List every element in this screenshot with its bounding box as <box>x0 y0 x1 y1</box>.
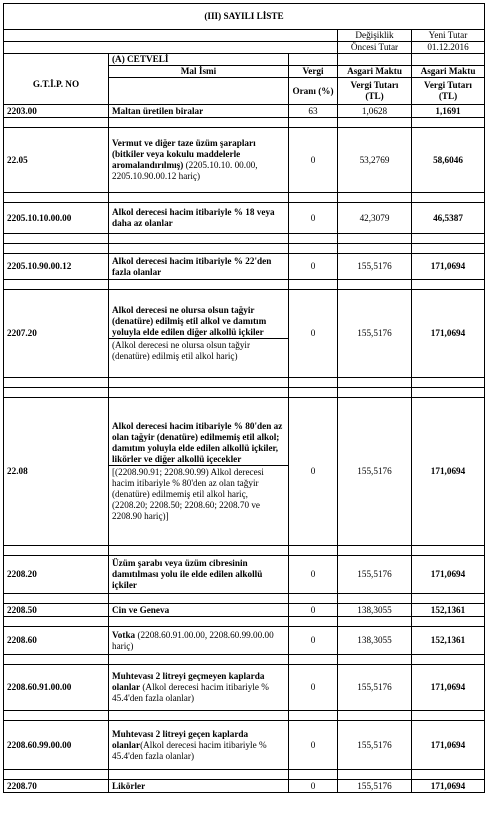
table-title: (III) SAYILI LİSTE <box>4 4 485 30</box>
row-name: Muhtevası 2 litreyi geçen kaplarda olanlar(Alkol derecesi hacim itibariyle % 45.4'den fazla olanlar) <box>109 721 289 770</box>
row-code: 2208.20 <box>4 556 109 594</box>
row-new: 58,6046 <box>412 128 485 193</box>
row-code: 2203.00 <box>4 105 109 118</box>
row-old: 138,3055 <box>338 627 412 655</box>
asgari-new-tutar-header: Vergi Tutarı (TL) <box>412 78 485 105</box>
row-old: 1,0628 <box>338 105 412 118</box>
row-name: Cin ve Geneva <box>109 604 289 617</box>
mal-header: Mal İsmi <box>109 66 289 78</box>
row-name: Maltan üretilen biralar <box>109 105 289 118</box>
table-row <box>4 604 485 617</box>
table-row <box>4 105 485 118</box>
row-name: Alkol derecesi hacim itibariyle % 80'den az olan tağyir (denatüre) edilmemiş etil alkol; damıtım yoluyla elde edilen alkollü içkiler, likörler ve diğer alkollü içecekler [(2208.90.91; 2208.90.99) Alkol derecesi hacim itibariyle % 80'den az olan tağyir (denatüre) edilmemiş etil alkol hariç, (2208.20; 2208.50; 2208.60; 2208.70 ve 2208.90 hariç)] <box>109 398 289 546</box>
row-code: 2205.10.10.00.00 <box>4 203 109 234</box>
row-new: 152,1361 <box>412 604 485 617</box>
asgari-header: Asgari Maktu <box>338 66 412 78</box>
asgari-new-header: Asgari Maktu <box>412 66 485 78</box>
row-name: Alkol derecesi hacim itibariyle % 18 veya daha az olanlar <box>109 203 289 234</box>
row-new: 152,1361 <box>412 627 485 655</box>
row-new: 171,0694 <box>412 556 485 594</box>
header-change-label: Değişiklik <box>338 30 412 42</box>
row-rate: 0 <box>289 203 338 234</box>
table-row <box>4 398 485 546</box>
row-old: 155,5176 <box>338 556 412 594</box>
asgari-tutar-header: Vergi Tutarı (TL) <box>338 78 412 105</box>
row-old: 155,5176 <box>338 398 412 546</box>
row-name: Vermut ve diğer taze üzüm şarapları (bitkiler veya kokulu maddelerle aromalandırılmış) (2205.10.10. 00.00, 2205.10.90.00.12 hariç) <box>109 128 289 193</box>
row-code: 2208.70 <box>4 780 109 793</box>
row-name: Likörler <box>109 780 289 793</box>
row-rate: 0 <box>289 665 338 711</box>
liste-document <box>3 3 484 793</box>
row-new: 171,0694 <box>412 290 485 378</box>
row-rate: 0 <box>289 128 338 193</box>
row-new: 171,0694 <box>412 665 485 711</box>
table-row <box>4 128 485 193</box>
row-rate: 0 <box>289 290 338 378</box>
row-new: 171,0694 <box>412 398 485 546</box>
row-name: Alkol derecesi hacim itibariyle % 22'den fazla olanlar <box>109 254 289 280</box>
row-rate: 0 <box>289 254 338 280</box>
row-old: 155,5176 <box>338 721 412 770</box>
row-code: 2208.60.91.00.00 <box>4 665 109 711</box>
gtip-header: G.T.İ.P. NO <box>4 66 109 105</box>
row-old: 155,5176 <box>338 254 412 280</box>
table-row <box>4 290 485 378</box>
row-name: Muhtevası 2 litreyi geçmeyen kaplarda olanlar (Alkol derecesi hacim itibariyle % 45.4'den fazla olanlar) <box>109 665 289 711</box>
row-new: 171,0694 <box>412 780 485 793</box>
tax-table <box>3 3 485 793</box>
header-new-date: 01.12.2016 <box>412 42 485 54</box>
table-row <box>4 721 485 770</box>
cetvel-label: (A) CETVELİ <box>109 54 289 66</box>
row-rate: 0 <box>289 604 338 617</box>
table-row <box>4 254 485 280</box>
table-row <box>4 627 485 655</box>
row-name: Üzüm şarabı veya üzüm cibresinin damıtılması yolu ile elde edilen alkollü içkiler <box>109 556 289 594</box>
row-old: 155,5176 <box>338 290 412 378</box>
row-rate: 0 <box>289 556 338 594</box>
row-old: 53,2769 <box>338 128 412 193</box>
row-new: 171,0694 <box>412 721 485 770</box>
row-new: 46,5387 <box>412 203 485 234</box>
row-old: 42,3079 <box>338 203 412 234</box>
vergi-orani-header: Oranı (%) <box>289 78 338 105</box>
row-rate: 0 <box>289 780 338 793</box>
table-row <box>4 556 485 594</box>
row-rate: 0 <box>289 721 338 770</box>
row-new: 1,1691 <box>412 105 485 118</box>
row-name: Votka (2208.60.91.00.00, 2208.60.99.00.00 hariç) <box>109 627 289 655</box>
row-rate: 0 <box>289 627 338 655</box>
header-change-label-2: Öncesi Tutar <box>338 42 412 54</box>
row-code: 22.08 <box>4 398 109 546</box>
row-code: 22.05 <box>4 128 109 193</box>
header-new-label: Yeni Tutar <box>412 30 485 42</box>
row-new: 171,0694 <box>412 254 485 280</box>
row-code: 2208.60.99.00.00 <box>4 721 109 770</box>
row-code: 2207.20 <box>4 290 109 378</box>
table-row <box>4 665 485 711</box>
row-rate: 63 <box>289 105 338 118</box>
row-code: 2208.50 <box>4 604 109 617</box>
table-row <box>4 780 485 793</box>
row-old: 155,5176 <box>338 780 412 793</box>
row-old: 155,5176 <box>338 665 412 711</box>
row-rate: 0 <box>289 398 338 546</box>
row-old: 138,3055 <box>338 604 412 617</box>
row-code: 2208.60 <box>4 627 109 655</box>
table-row <box>4 203 485 234</box>
row-code: 2205.10.90.00.12 <box>4 254 109 280</box>
vergi-header: Vergi <box>289 66 338 78</box>
row-name: Alkol derecesi ne olursa olsun tağyir (denatüre) edilmiş etil alkol ve damıtım yoluyla elde edilen diğer alkollü içkiler (Alkol derecesi ne olursa olsun tağyir (denatüre) edilmiş etil alkol hariç) <box>109 290 289 378</box>
